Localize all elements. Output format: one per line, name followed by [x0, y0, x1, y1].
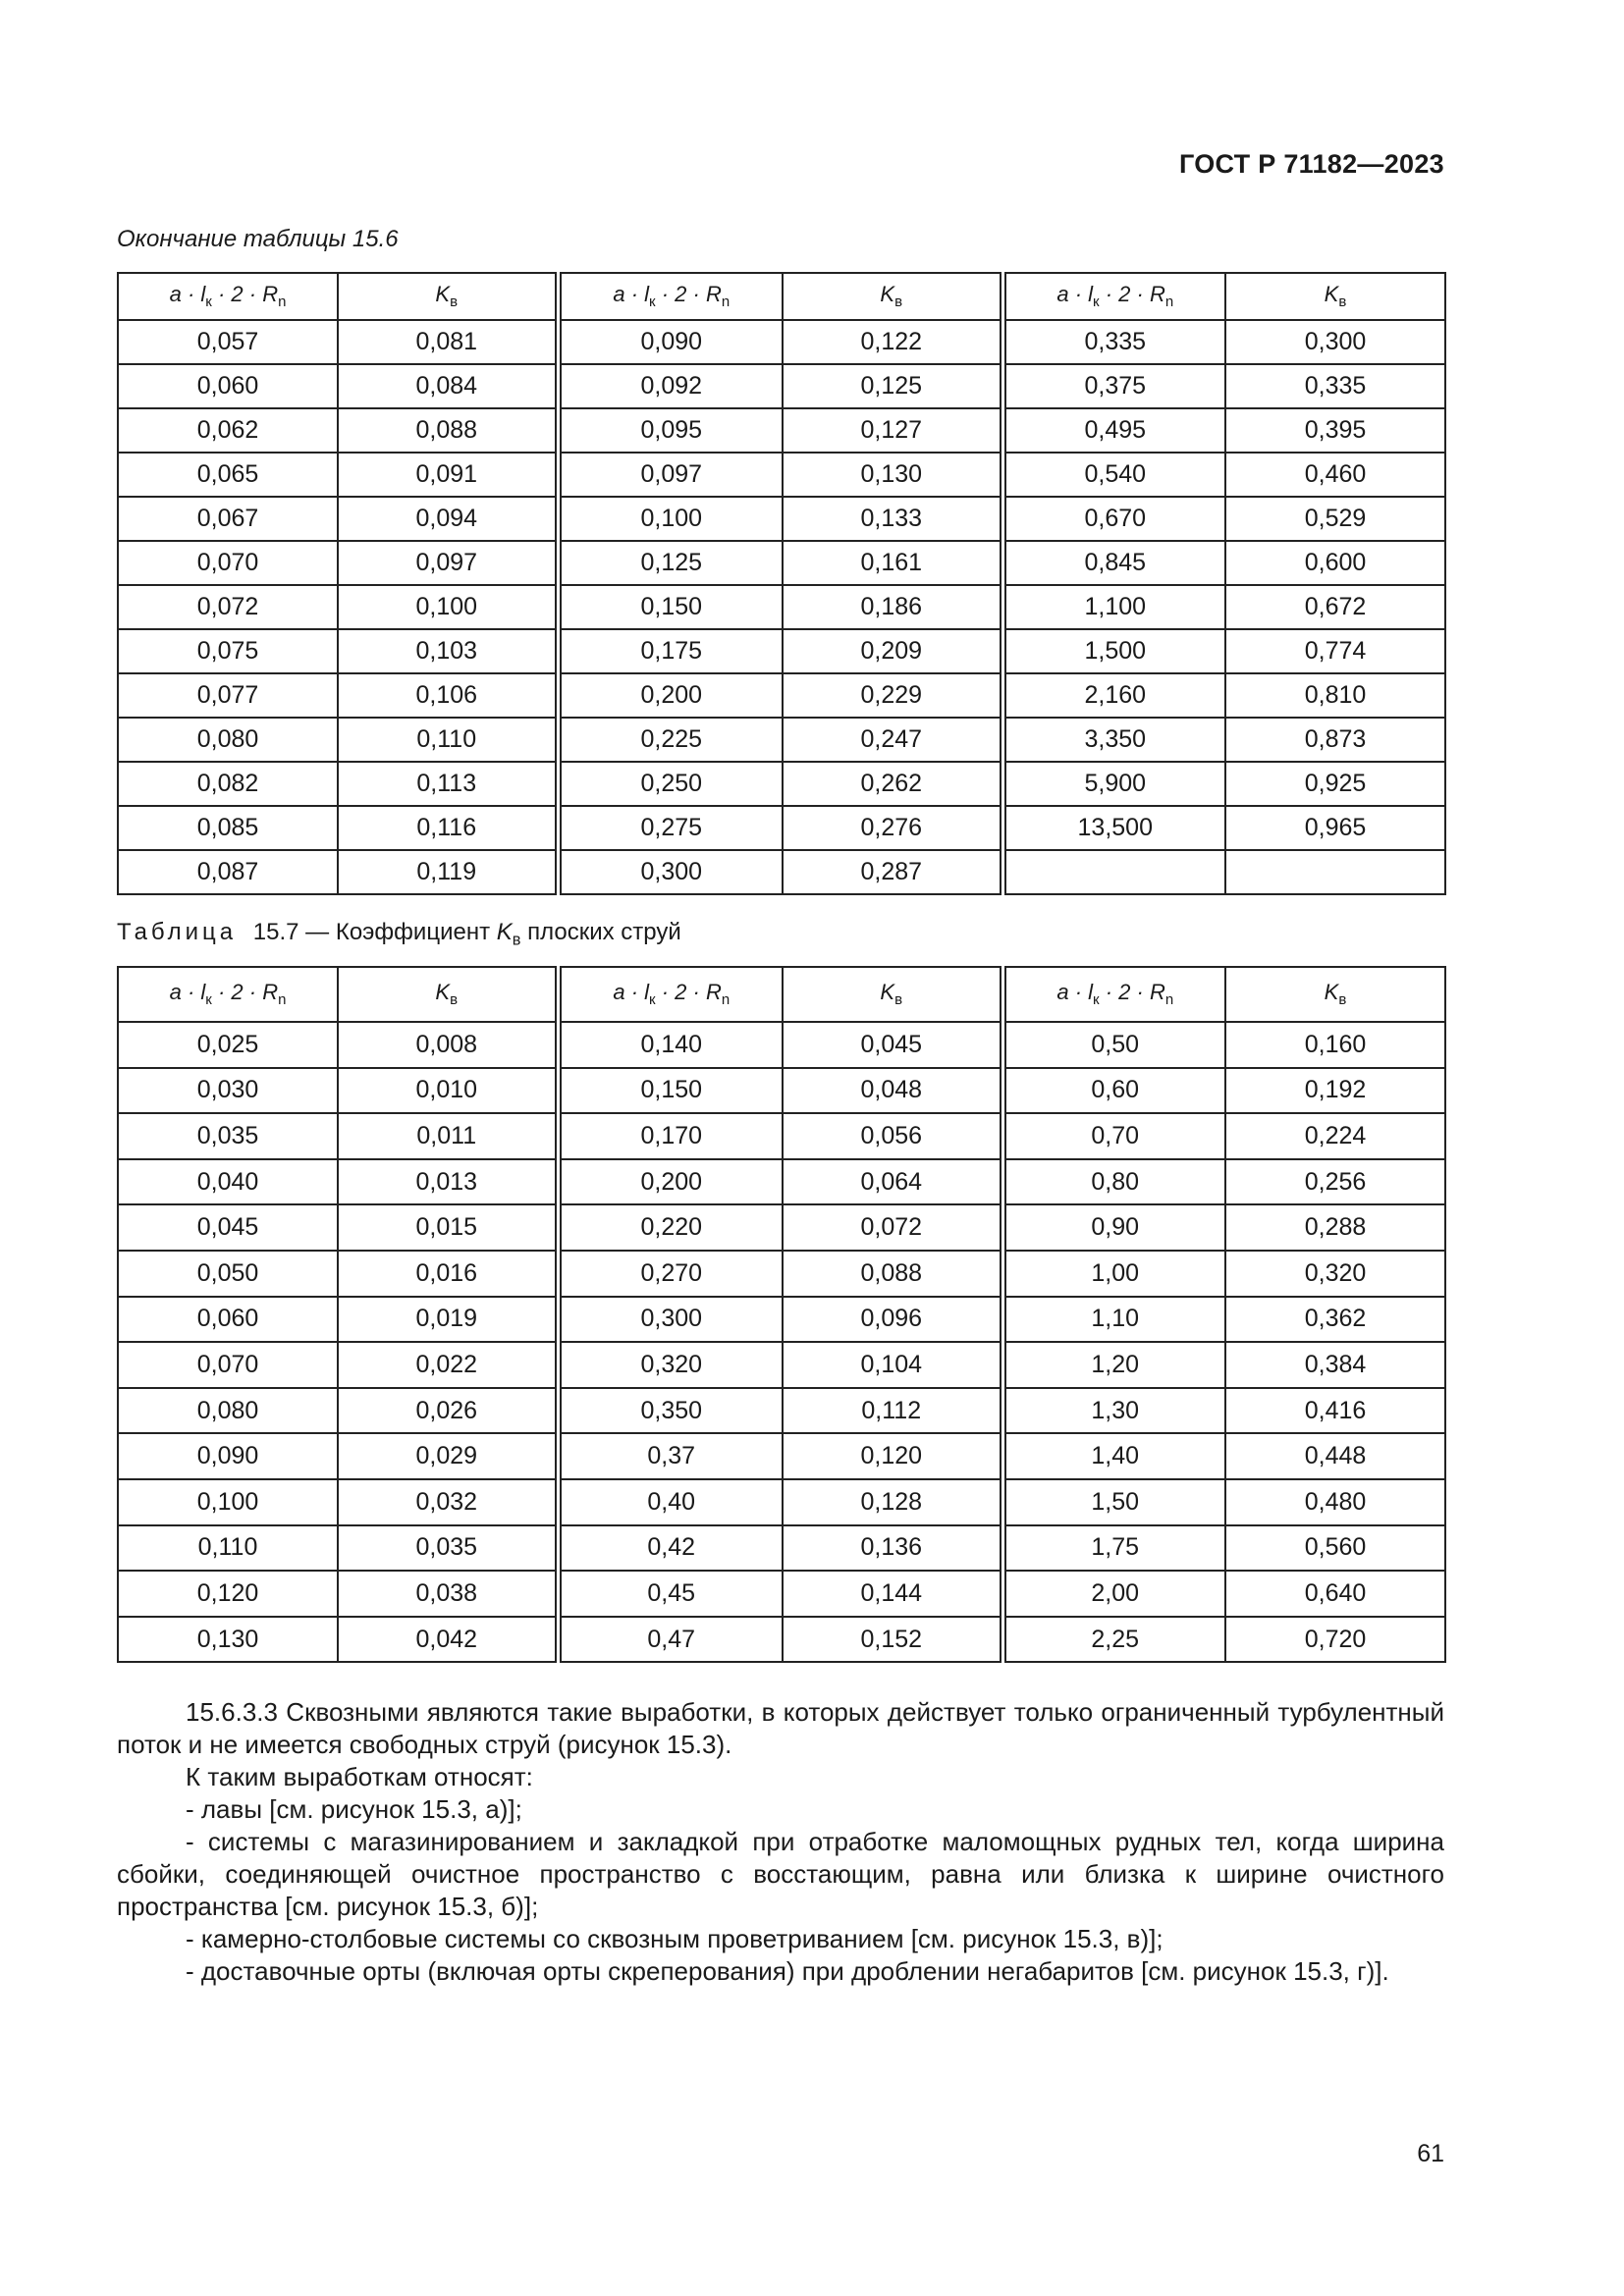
header-sub-v: в: [1338, 294, 1347, 311]
table-cell: 0,120: [118, 1571, 338, 1617]
caption-dash: —: [305, 919, 330, 945]
table-cell: 0,42: [558, 1525, 783, 1572]
table-row: [118, 850, 1445, 894]
header-sub-v: в: [450, 294, 459, 311]
table-cell: 0,200: [558, 1159, 783, 1205]
column-header-kv: [783, 967, 1002, 1022]
table-cell: 0,161: [783, 541, 1002, 585]
table-cell: 0,090: [558, 320, 783, 364]
table-cell: 0,529: [1225, 497, 1445, 541]
caption-word: Таблица: [117, 919, 238, 945]
table-cell: 0,042: [338, 1617, 558, 1663]
header-var-a: a: [169, 980, 182, 1005]
header-var-k: K: [1324, 980, 1339, 1005]
header-var-l: l: [200, 282, 206, 307]
header-dot: ·: [1099, 282, 1119, 307]
table-cell: 0,070: [118, 1342, 338, 1388]
table-row: [118, 453, 1445, 497]
caption-post: плоских струй: [527, 919, 681, 945]
table-row: [118, 585, 1445, 629]
table-row: [118, 1525, 1445, 1572]
table-cell: 0,416: [1225, 1388, 1445, 1434]
table-row: [118, 497, 1445, 541]
column-header-kv: [338, 273, 558, 320]
table-cell: 0,375: [1002, 364, 1225, 408]
table-cell: 2,00: [1002, 1571, 1225, 1617]
caption-number: 15.7: [252, 919, 299, 945]
table-cell: 0,275: [558, 806, 783, 850]
table-cell: 5,900: [1002, 762, 1225, 806]
table-cell: 0,60: [1002, 1068, 1225, 1114]
header-sub-n: n: [278, 294, 287, 311]
table-cell: 0,300: [558, 1297, 783, 1343]
table-cell: 0,050: [118, 1251, 338, 1297]
table-cell: 0,672: [1225, 585, 1445, 629]
table-cell: 0,113: [338, 762, 558, 806]
table-cell: 0,133: [783, 497, 1002, 541]
header-var-k: K: [880, 980, 895, 1005]
table-cell: 0,035: [118, 1113, 338, 1159]
header-var-a: a: [1056, 980, 1069, 1005]
table-15-6-continuation: [117, 272, 1446, 895]
table-cell: 1,40: [1002, 1433, 1225, 1479]
header-dot: ·: [243, 980, 263, 1005]
table-cell: 0,080: [118, 1388, 338, 1434]
table-cell: 0,192: [1225, 1068, 1445, 1114]
table-cell: 0,495: [1002, 408, 1225, 453]
table-cell: 0,088: [783, 1251, 1002, 1297]
header-sub-n: n: [721, 294, 731, 311]
table-cell: 0,170: [558, 1113, 783, 1159]
header-sub-k: к: [205, 294, 212, 311]
table-cell: 0,048: [783, 1068, 1002, 1114]
caption-k: K: [496, 919, 513, 945]
header-var-k: K: [435, 282, 451, 307]
header-sub-k: к: [1093, 294, 1100, 311]
table-cell: 0,225: [558, 718, 783, 762]
table-cell: 0,019: [338, 1297, 558, 1343]
header-var-k: K: [880, 282, 895, 307]
table-cell: [1002, 850, 1225, 894]
table-cell: 0,122: [783, 320, 1002, 364]
table-cell: 0,670: [1002, 497, 1225, 541]
table-cell: 0,128: [783, 1479, 1002, 1525]
table-cell: 0,50: [1002, 1022, 1225, 1068]
column-header-kv: [783, 273, 1002, 320]
table-cell: 0,011: [338, 1113, 558, 1159]
table-15-7: [117, 966, 1446, 1663]
table-cell: 0,45: [558, 1571, 783, 1617]
table-cell: 0,032: [338, 1479, 558, 1525]
table-cell: 0,270: [558, 1251, 783, 1297]
table-cell: 0,072: [783, 1204, 1002, 1251]
table-cell: 0,045: [118, 1204, 338, 1251]
header-var-r: R: [705, 980, 722, 1005]
table-cell: 0,480: [1225, 1479, 1445, 1525]
header-var-l: l: [200, 980, 206, 1005]
table-cell: 0,035: [338, 1525, 558, 1572]
table-row: [118, 320, 1445, 364]
header-var-k: K: [1324, 282, 1339, 307]
table-row: [118, 364, 1445, 408]
header-sub-n: n: [721, 991, 731, 1009]
table-cell: 0,090: [118, 1433, 338, 1479]
column-header-argument: [1002, 273, 1225, 320]
table-row: [118, 806, 1445, 850]
table-cell: 0,224: [1225, 1113, 1445, 1159]
table-cell: 0,47: [558, 1617, 783, 1663]
header-sub-k: к: [1093, 991, 1100, 1009]
header-dot: ·: [211, 282, 232, 307]
table-cell: 0,127: [783, 408, 1002, 453]
table-cell: 0,080: [118, 718, 338, 762]
table-cell: 0,056: [783, 1113, 1002, 1159]
header-var-a: a: [613, 980, 625, 1005]
table-15-6-body: [118, 273, 1445, 894]
table-cell: 0,720: [1225, 1617, 1445, 1663]
table-cell: 0,057: [118, 320, 338, 364]
header-dot: ·: [624, 282, 645, 307]
table-cell: 0,540: [1002, 453, 1225, 497]
table-cell: 0,081: [338, 320, 558, 364]
table-cell: 0,560: [1225, 1525, 1445, 1572]
table-row: [118, 1022, 1445, 1068]
header-dot: ·: [243, 282, 263, 307]
table-cell: 0,010: [338, 1068, 558, 1114]
header-dot: ·: [1068, 980, 1089, 1005]
table-cell: 0,119: [338, 850, 558, 894]
table-cell: 0,067: [118, 497, 338, 541]
table-cell: 1,50: [1002, 1479, 1225, 1525]
column-header-argument: [118, 273, 338, 320]
table-row: [118, 1479, 1445, 1525]
table-row: [118, 1068, 1445, 1114]
table-cell: 0,362: [1225, 1297, 1445, 1343]
table-cell: 0,097: [338, 541, 558, 585]
table-15-7-body: [118, 967, 1445, 1662]
table-cell: 0,084: [338, 364, 558, 408]
header-two: 2: [231, 282, 244, 307]
table-cell: 0,030: [118, 1068, 338, 1114]
body-text: [117, 1696, 1444, 1988]
table-row: [118, 1388, 1445, 1434]
header-sub-v: в: [894, 294, 903, 311]
table-15-7-caption: [117, 919, 681, 950]
table-cell: 0,062: [118, 408, 338, 453]
table-cell: 0,016: [338, 1251, 558, 1297]
table-cell: 0,096: [783, 1297, 1002, 1343]
table-cell: 0,150: [558, 1068, 783, 1114]
list-item: - камерно-столбовые системы со сквозным проветриванием [см. рисунок 15.3, в)];: [186, 1924, 1164, 1953]
table-cell: 0,90: [1002, 1204, 1225, 1251]
table-cell: 13,500: [1002, 806, 1225, 850]
column-header-kv: [1225, 967, 1445, 1022]
header-var-a: a: [169, 282, 182, 307]
table-row: [118, 1159, 1445, 1205]
column-header-argument: [558, 273, 783, 320]
table-cell: 0,136: [783, 1525, 1002, 1572]
table-cell: 2,25: [1002, 1617, 1225, 1663]
table-cell: 0,110: [118, 1525, 338, 1572]
header-var-r: R: [705, 282, 722, 307]
header-dot: ·: [1130, 282, 1150, 307]
table-15-6-header-row: [118, 273, 1445, 320]
table-row: [118, 629, 1445, 673]
table-row: [118, 762, 1445, 806]
table-cell: 0,247: [783, 718, 1002, 762]
table-cell: 0,448: [1225, 1433, 1445, 1479]
table-cell: 0,100: [558, 497, 783, 541]
table-cell: 1,20: [1002, 1342, 1225, 1388]
header-dot: ·: [181, 980, 201, 1005]
header-sub-n: n: [278, 991, 287, 1009]
table-cell: 0,460: [1225, 453, 1445, 497]
table-cell: 0,082: [118, 762, 338, 806]
table-cell: 0,040: [118, 1159, 338, 1205]
table-cell: 0,065: [118, 453, 338, 497]
table-cell: 0,008: [338, 1022, 558, 1068]
header-dot: ·: [1099, 980, 1119, 1005]
table-cell: 0,075: [118, 629, 338, 673]
table-cell: 0,200: [558, 673, 783, 718]
table-cell: 0,965: [1225, 806, 1445, 850]
table-cell: 1,00: [1002, 1251, 1225, 1297]
table-cell: 0,250: [558, 762, 783, 806]
table-cell: 0,350: [558, 1388, 783, 1434]
table-cell: 0,335: [1225, 364, 1445, 408]
table-cell: 0,060: [118, 364, 338, 408]
table-cell: 0,095: [558, 408, 783, 453]
table-cell: 0,209: [783, 629, 1002, 673]
standard-code: ГОСТ Р 71182—2023: [1178, 149, 1444, 179]
column-header-argument: [1002, 967, 1225, 1022]
table-cell: 0,026: [338, 1388, 558, 1434]
table-cell: 0,110: [338, 718, 558, 762]
table-cell: 0,013: [338, 1159, 558, 1205]
table-cell: 0,256: [1225, 1159, 1445, 1205]
list-item: - системы с магазинированием и закладкой при отработке маломощных рудных тел, когда ширина сбойки, соединяющей очистное пространство с восстающим, равна или близка к ширине очистного пространства [см. рисунок 15.3, б)];: [117, 1827, 1444, 1921]
table-cell: 0,140: [558, 1022, 783, 1068]
table-cell: 0,320: [1225, 1251, 1445, 1297]
table-cell: 0,144: [783, 1571, 1002, 1617]
header-var-r: R: [1149, 282, 1165, 307]
table-cell: 0,022: [338, 1342, 558, 1388]
table-cell: 1,100: [1002, 585, 1225, 629]
paragraph-intro: 15.6.3.3 Сквозными являются такие выработки, в которых действует только ограниченный турбулентный поток и не имеется свободных струй (рисунок 15.3).: [117, 1697, 1444, 1759]
table-cell: 0,229: [783, 673, 1002, 718]
header-sub-n: n: [1164, 294, 1174, 311]
caption-pre: Коэффициент: [335, 919, 491, 945]
header-two: 2: [231, 980, 244, 1005]
header-sub-v: в: [1338, 991, 1347, 1009]
table-cell: 0,320: [558, 1342, 783, 1388]
table-row: [118, 408, 1445, 453]
table-cell: 0,072: [118, 585, 338, 629]
table-row: [118, 1617, 1445, 1663]
list-item: - лавы [см. рисунок 15.3, а)];: [186, 1794, 522, 1824]
table-cell: 0,100: [338, 585, 558, 629]
table-cell: 0,070: [118, 541, 338, 585]
header-var-r: R: [262, 282, 279, 307]
table-cell: 0,092: [558, 364, 783, 408]
header-two: 2: [675, 980, 687, 1005]
table-cell: 0,150: [558, 585, 783, 629]
table-cell: 0,186: [783, 585, 1002, 629]
table-cell: 0,925: [1225, 762, 1445, 806]
table-cell: 0,104: [783, 1342, 1002, 1388]
table-cell: 0,045: [783, 1022, 1002, 1068]
table-cell: 0,091: [338, 453, 558, 497]
table-cell: 3,350: [1002, 718, 1225, 762]
table-cell: 0,845: [1002, 541, 1225, 585]
table-cell: 1,75: [1002, 1525, 1225, 1572]
table-cell: 0,774: [1225, 629, 1445, 673]
header-sub-k: к: [649, 991, 656, 1009]
table-row: [118, 1297, 1445, 1343]
table-cell: 0,262: [783, 762, 1002, 806]
table-cell: 0,097: [558, 453, 783, 497]
table-cell: 0,100: [118, 1479, 338, 1525]
header-two: 2: [1118, 980, 1131, 1005]
list-item: - доставочные орты (включая орты скреперования) при дроблении негабаритов [см. рисунок 15.3, г)].: [186, 1956, 1389, 1986]
table-cell: 0,300: [558, 850, 783, 894]
header-dot: ·: [686, 282, 706, 307]
header-var-l: l: [1088, 980, 1094, 1005]
table-cell: 2,160: [1002, 673, 1225, 718]
table-cell: 0,060: [118, 1297, 338, 1343]
table-cell: 0,088: [338, 408, 558, 453]
column-header-kv: [1225, 273, 1445, 320]
table-cell: 0,335: [1002, 320, 1225, 364]
table-cell: 0,087: [118, 850, 338, 894]
table-cell: 0,015: [338, 1204, 558, 1251]
header-two: 2: [675, 282, 687, 307]
header-var-l: l: [1088, 282, 1094, 307]
caption-k-sub: в: [512, 931, 521, 949]
table-cell: 0,395: [1225, 408, 1445, 453]
header-var-l: l: [644, 282, 650, 307]
table-cell: 0,116: [338, 806, 558, 850]
table-cell: 0,640: [1225, 1571, 1445, 1617]
table-cell: 0,288: [1225, 1204, 1445, 1251]
table-continuation-title: Окончание таблицы 15.6: [117, 226, 399, 252]
table-cell: 0,175: [558, 629, 783, 673]
table-cell: 0,40: [558, 1479, 783, 1525]
table-cell: 0,094: [338, 497, 558, 541]
header-var-a: a: [613, 282, 625, 307]
table-cell: 0,064: [783, 1159, 1002, 1205]
table-cell: 0,873: [1225, 718, 1445, 762]
table-15-7-header-row: [118, 967, 1445, 1022]
column-header-argument: [558, 967, 783, 1022]
header-var-r: R: [262, 980, 279, 1005]
header-dot: ·: [181, 282, 201, 307]
column-header-kv: [338, 967, 558, 1022]
table-cell: 0,80: [1002, 1159, 1225, 1205]
header-dot: ·: [1068, 282, 1089, 307]
table-cell: 0,152: [783, 1617, 1002, 1663]
table-cell: 0,029: [338, 1433, 558, 1479]
table-cell: 0,130: [783, 453, 1002, 497]
header-var-r: R: [1149, 980, 1165, 1005]
table-cell: 0,106: [338, 673, 558, 718]
table-row: [118, 1342, 1445, 1388]
table-cell: 0,025: [118, 1022, 338, 1068]
table-cell: 0,112: [783, 1388, 1002, 1434]
table-cell: 0,038: [338, 1571, 558, 1617]
table-cell: 0,300: [1225, 320, 1445, 364]
header-two: 2: [1118, 282, 1131, 307]
table-cell: 0,120: [783, 1433, 1002, 1479]
table-cell: 0,600: [1225, 541, 1445, 585]
header-var-a: a: [1056, 282, 1069, 307]
table-cell: 0,077: [118, 673, 338, 718]
table-cell: 0,37: [558, 1433, 783, 1479]
header-dot: ·: [686, 980, 706, 1005]
header-sub-v: в: [894, 991, 903, 1009]
table-row: [118, 1113, 1445, 1159]
header-var-k: K: [435, 980, 451, 1005]
table-cell: 0,810: [1225, 673, 1445, 718]
header-var-l: l: [644, 980, 650, 1005]
table-cell: 0,220: [558, 1204, 783, 1251]
header-dot: ·: [624, 980, 645, 1005]
table-cell: 0,125: [783, 364, 1002, 408]
table-cell: 0,085: [118, 806, 338, 850]
table-cell: 0,276: [783, 806, 1002, 850]
table-row: [118, 718, 1445, 762]
table-row: [118, 541, 1445, 585]
table-cell: 0,103: [338, 629, 558, 673]
table-cell: 0,130: [118, 1617, 338, 1663]
paragraph-list-lead: К таким выработкам относят:: [186, 1762, 533, 1791]
header-dot: ·: [211, 980, 232, 1005]
table-row: [118, 1433, 1445, 1479]
column-header-argument: [118, 967, 338, 1022]
table-cell: 1,10: [1002, 1297, 1225, 1343]
table-row: [118, 1204, 1445, 1251]
table-cell: 0,384: [1225, 1342, 1445, 1388]
table-row: [118, 1251, 1445, 1297]
header-sub-v: в: [450, 991, 459, 1009]
header-sub-k: к: [205, 991, 212, 1009]
page-number: 61: [1417, 2140, 1444, 2167]
header-sub-k: к: [649, 294, 656, 311]
header-dot: ·: [655, 980, 676, 1005]
table-cell: 0,160: [1225, 1022, 1445, 1068]
table-row: [118, 673, 1445, 718]
table-row: [118, 1571, 1445, 1617]
header-sub-n: n: [1164, 991, 1174, 1009]
table-cell: 0,70: [1002, 1113, 1225, 1159]
table-cell: [1225, 850, 1445, 894]
header-dot: ·: [655, 282, 676, 307]
table-cell: 1,500: [1002, 629, 1225, 673]
table-cell: 0,125: [558, 541, 783, 585]
header-dot: ·: [1130, 980, 1150, 1005]
table-cell: 1,30: [1002, 1388, 1225, 1434]
table-cell: 0,287: [783, 850, 1002, 894]
